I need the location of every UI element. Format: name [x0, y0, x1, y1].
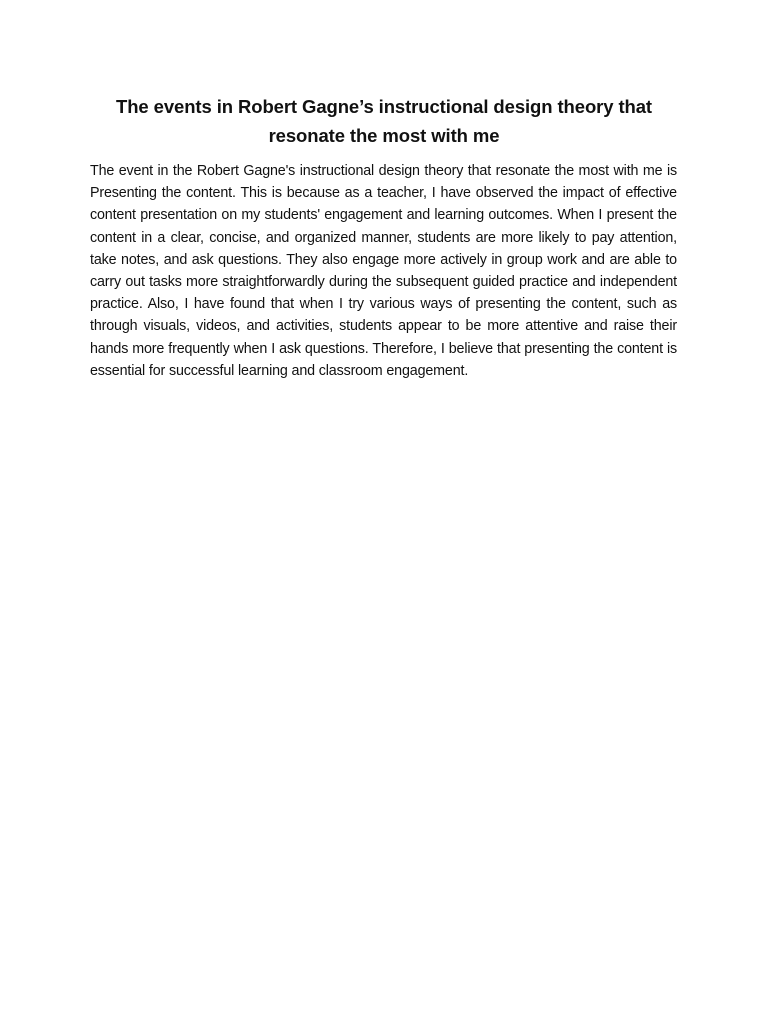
document-title: The events in Robert Gagne’s instructional design theory that resonate the most with me: [116, 96, 652, 146]
document-body-paragraph: The event in the Robert Gagne's instructional design theory that resonate the most with me is Presenting the content. This is because as a teacher, I have observed the impact of effective content presentation on my students' engagement and learning outcomes. When I present the content in a clear, concise, and organized manner, students are more likely to pay attention, take notes, and ask questions. They also engage more actively in group work and are able to carry out tasks more straightforwardly during the subsequent guided practice and independent practice. Also, I have found that when I try various ways of presenting the content, such as through visuals, videos, and activities, students appear to be more attentive and raise their hands more frequently when I ask questions. Therefore, I believe that presenting the content is essential for successful learning and classroom engagement.: [90, 163, 677, 379]
